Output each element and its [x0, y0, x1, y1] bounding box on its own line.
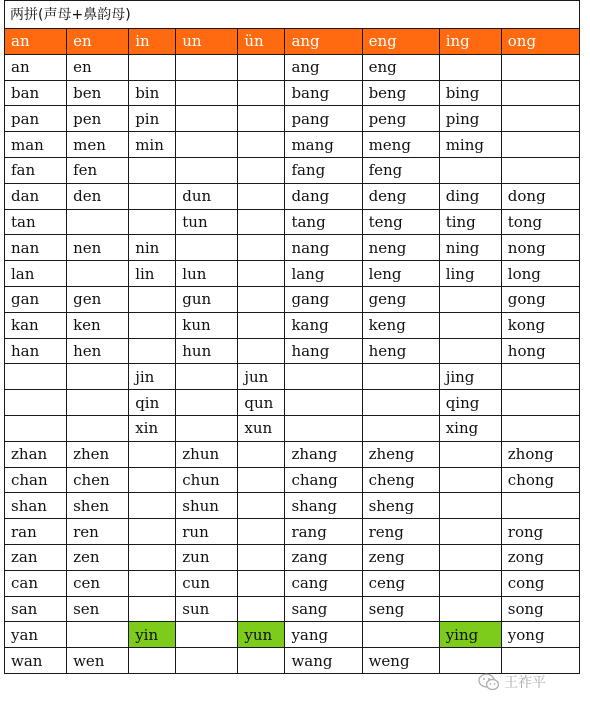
- table-cell: [176, 157, 238, 183]
- table-cell: yong: [501, 622, 579, 648]
- table-cell: [238, 519, 285, 545]
- table-cell: can: [5, 570, 67, 596]
- table-cell: [285, 364, 362, 390]
- header-cell: eng: [362, 29, 439, 55]
- table-cell: ning: [439, 235, 501, 261]
- table-cell: qin: [129, 390, 176, 416]
- table-cell: reng: [362, 519, 439, 545]
- table-row: [5, 622, 580, 648]
- table-cell: [176, 390, 238, 416]
- table-cell: kong: [501, 312, 579, 338]
- table-cell: [176, 106, 238, 132]
- table-cell: chun: [176, 467, 238, 493]
- header-cell: en: [67, 29, 129, 55]
- table-cell: [238, 261, 285, 287]
- table-cell: yan: [5, 622, 67, 648]
- table-cell: [67, 415, 129, 441]
- table-cell: chang: [285, 467, 362, 493]
- table-cell: zheng: [362, 441, 439, 467]
- table-cell: [129, 648, 176, 674]
- table-cell: [67, 390, 129, 416]
- table-cell: kang: [285, 312, 362, 338]
- table-cell: ben: [67, 80, 129, 106]
- table-cell: min: [129, 132, 176, 158]
- table-cell: pang: [285, 106, 362, 132]
- table-cell: [238, 467, 285, 493]
- table-cell: [238, 235, 285, 261]
- table-cell: bang: [285, 80, 362, 106]
- table-cell: kun: [176, 312, 238, 338]
- table-cell: [5, 390, 67, 416]
- header-cell: in: [129, 29, 176, 55]
- table-cell: song: [501, 596, 579, 622]
- table-cell: [238, 493, 285, 519]
- table-cell: xin: [129, 415, 176, 441]
- table-cell: nin: [129, 235, 176, 261]
- table-cell: pin: [129, 106, 176, 132]
- table-cell: bing: [439, 80, 501, 106]
- table-cell: [238, 648, 285, 674]
- table-cell: [439, 338, 501, 364]
- table-cell: zen: [67, 544, 129, 570]
- table-cell: [439, 493, 501, 519]
- table-cell: sang: [285, 596, 362, 622]
- table-cell: ceng: [362, 570, 439, 596]
- table-cell: meng: [362, 132, 439, 158]
- table-cell: teng: [362, 209, 439, 235]
- table-row: [5, 132, 580, 158]
- table-cell: [238, 80, 285, 106]
- table-cell: feng: [362, 157, 439, 183]
- table-cell: [439, 596, 501, 622]
- table-cell: men: [67, 132, 129, 158]
- table-cell: [439, 157, 501, 183]
- table-cell: [176, 648, 238, 674]
- table-cell: [501, 415, 579, 441]
- table-row: [5, 570, 580, 596]
- pinyin-grid: [4, 28, 580, 674]
- table-cell: [501, 80, 579, 106]
- table-row: [5, 157, 580, 183]
- table-cell: [238, 157, 285, 183]
- table-cell: xun: [238, 415, 285, 441]
- table-cell: [501, 364, 579, 390]
- table-cell: jing: [439, 364, 501, 390]
- table-cell: wan: [5, 648, 67, 674]
- table-title: 两拼(声母+鼻韵母): [4, 0, 580, 28]
- table-cell: chong: [501, 467, 579, 493]
- table-cell: [439, 441, 501, 467]
- table-cell: [501, 132, 579, 158]
- table-cell: en: [67, 54, 129, 80]
- table-cell: keng: [362, 312, 439, 338]
- table-cell: neng: [362, 235, 439, 261]
- table-row: [5, 441, 580, 467]
- table-cell: cheng: [362, 467, 439, 493]
- table-cell: [176, 132, 238, 158]
- table-cell: fang: [285, 157, 362, 183]
- table-cell: jun: [238, 364, 285, 390]
- table-cell: [129, 596, 176, 622]
- table-cell: [238, 570, 285, 596]
- table-cell: tan: [5, 209, 67, 235]
- table-cell: sun: [176, 596, 238, 622]
- table-cell: [5, 415, 67, 441]
- table-cell: [501, 54, 579, 80]
- table-row: [5, 209, 580, 235]
- table-cell: [439, 467, 501, 493]
- table-cell: run: [176, 519, 238, 545]
- table-cell: bin: [129, 80, 176, 106]
- table-row: [5, 286, 580, 312]
- table-cell: beng: [362, 80, 439, 106]
- table-cell: pan: [5, 106, 67, 132]
- table-cell: zong: [501, 544, 579, 570]
- table-cell: [5, 364, 67, 390]
- table-cell: cun: [176, 570, 238, 596]
- table-cell: [439, 312, 501, 338]
- table-cell: rang: [285, 519, 362, 545]
- table-cell: geng: [362, 286, 439, 312]
- table-cell: fan: [5, 157, 67, 183]
- table-cell: [176, 235, 238, 261]
- table-cell: [362, 390, 439, 416]
- table-cell: lin: [129, 261, 176, 287]
- table-cell: weng: [362, 648, 439, 674]
- table-cell: [176, 364, 238, 390]
- table-cell: ang: [285, 54, 362, 80]
- table-cell: [439, 648, 501, 674]
- table-cell: han: [5, 338, 67, 364]
- table-cell: [439, 519, 501, 545]
- table-cell: dong: [501, 183, 579, 209]
- header-cell: ong: [501, 29, 579, 55]
- table-cell: ling: [439, 261, 501, 287]
- table-cell: hang: [285, 338, 362, 364]
- table-cell: [238, 183, 285, 209]
- table-cell: [129, 209, 176, 235]
- table-row: [5, 648, 580, 674]
- table-cell: [129, 312, 176, 338]
- table-cell: shan: [5, 493, 67, 519]
- table-cell: zan: [5, 544, 67, 570]
- table-cell: [129, 183, 176, 209]
- table-cell: [362, 415, 439, 441]
- table-cell: [67, 209, 129, 235]
- table-cell: [129, 157, 176, 183]
- table-cell: yun: [238, 622, 285, 648]
- table-cell: ting: [439, 209, 501, 235]
- table-cell: wang: [285, 648, 362, 674]
- table-cell: zang: [285, 544, 362, 570]
- table-row: [5, 338, 580, 364]
- table-cell: [238, 596, 285, 622]
- table-cell: gang: [285, 286, 362, 312]
- watermark-text: 王祚平: [504, 675, 546, 691]
- header-row: [5, 29, 580, 55]
- header-cell: ang: [285, 29, 362, 55]
- table-row: [5, 467, 580, 493]
- table-cell: mang: [285, 132, 362, 158]
- table-cell: nang: [285, 235, 362, 261]
- table-cell: san: [5, 596, 67, 622]
- table-cell: [238, 312, 285, 338]
- table-cell: qun: [238, 390, 285, 416]
- table-cell: zhen: [67, 441, 129, 467]
- table-cell: rong: [501, 519, 579, 545]
- table-cell: cen: [67, 570, 129, 596]
- table-cell: pen: [67, 106, 129, 132]
- table-row: [5, 596, 580, 622]
- table-cell: [129, 544, 176, 570]
- table-cell: ping: [439, 106, 501, 132]
- table-cell: gun: [176, 286, 238, 312]
- table-cell: shun: [176, 493, 238, 519]
- table-cell: [501, 106, 579, 132]
- table-cell: [285, 415, 362, 441]
- table-cell: fen: [67, 157, 129, 183]
- table-cell: [129, 493, 176, 519]
- table-cell: [501, 648, 579, 674]
- table-row: [5, 106, 580, 132]
- table-cell: yang: [285, 622, 362, 648]
- table-cell: jin: [129, 364, 176, 390]
- table-cell: zeng: [362, 544, 439, 570]
- table-cell: ming: [439, 132, 501, 158]
- table-cell: chen: [67, 467, 129, 493]
- table-row: [5, 519, 580, 545]
- table-cell: heng: [362, 338, 439, 364]
- table-cell: [238, 338, 285, 364]
- table-cell: [439, 570, 501, 596]
- table-cell: [67, 261, 129, 287]
- table-cell: xing: [439, 415, 501, 441]
- table-cell: den: [67, 183, 129, 209]
- table-cell: lun: [176, 261, 238, 287]
- table-cell: ding: [439, 183, 501, 209]
- table-cell: long: [501, 261, 579, 287]
- table-row: [5, 183, 580, 209]
- table-cell: [501, 390, 579, 416]
- table-cell: lan: [5, 261, 67, 287]
- header-cell: an: [5, 29, 67, 55]
- table-cell: [129, 338, 176, 364]
- table-cell: ying: [439, 622, 501, 648]
- table-cell: wen: [67, 648, 129, 674]
- table-row: [5, 261, 580, 287]
- table-cell: tang: [285, 209, 362, 235]
- table-cell: [176, 80, 238, 106]
- table-cell: [362, 622, 439, 648]
- table-cell: tun: [176, 209, 238, 235]
- table-cell: [501, 157, 579, 183]
- table-cell: zun: [176, 544, 238, 570]
- table-cell: nen: [67, 235, 129, 261]
- table-cell: leng: [362, 261, 439, 287]
- table-cell: zhang: [285, 441, 362, 467]
- table-cell: sen: [67, 596, 129, 622]
- table-cell: dun: [176, 183, 238, 209]
- table-row: [5, 493, 580, 519]
- table-cell: gan: [5, 286, 67, 312]
- table-cell: dang: [285, 183, 362, 209]
- table-cell: sheng: [362, 493, 439, 519]
- table-cell: cong: [501, 570, 579, 596]
- table-cell: hun: [176, 338, 238, 364]
- table-cell: [238, 54, 285, 80]
- table-cell: seng: [362, 596, 439, 622]
- table-cell: chan: [5, 467, 67, 493]
- table-cell: man: [5, 132, 67, 158]
- table-cell: [129, 570, 176, 596]
- table-cell: nong: [501, 235, 579, 261]
- table-cell: [238, 132, 285, 158]
- table-cell: ken: [67, 312, 129, 338]
- table-cell: yin: [129, 622, 176, 648]
- table-cell: [238, 286, 285, 312]
- table-row: [5, 415, 580, 441]
- table-cell: [501, 493, 579, 519]
- table-cell: [129, 519, 176, 545]
- table-cell: dan: [5, 183, 67, 209]
- table-cell: gen: [67, 286, 129, 312]
- table-cell: [176, 622, 238, 648]
- table-cell: ban: [5, 80, 67, 106]
- table-cell: zhong: [501, 441, 579, 467]
- table-cell: [285, 390, 362, 416]
- table-cell: eng: [362, 54, 439, 80]
- table-cell: [238, 106, 285, 132]
- table-cell: zhun: [176, 441, 238, 467]
- table-cell: deng: [362, 183, 439, 209]
- table-cell: kan: [5, 312, 67, 338]
- table-cell: hen: [67, 338, 129, 364]
- table-cell: shen: [67, 493, 129, 519]
- table-cell: [439, 54, 501, 80]
- header-cell: un: [176, 29, 238, 55]
- table-cell: [67, 622, 129, 648]
- table-cell: shang: [285, 493, 362, 519]
- table-cell: [67, 364, 129, 390]
- table-cell: [238, 209, 285, 235]
- table-cell: ran: [5, 519, 67, 545]
- table-cell: [129, 441, 176, 467]
- table-cell: [362, 364, 439, 390]
- table-row: [5, 312, 580, 338]
- table-cell: [129, 54, 176, 80]
- table-cell: nan: [5, 235, 67, 261]
- table-cell: [439, 544, 501, 570]
- table-cell: [176, 54, 238, 80]
- table-row: [5, 364, 580, 390]
- table-cell: an: [5, 54, 67, 80]
- table-cell: hong: [501, 338, 579, 364]
- table-cell: gong: [501, 286, 579, 312]
- header-cell: ing: [439, 29, 501, 55]
- table-cell: [238, 441, 285, 467]
- table-cell: [176, 415, 238, 441]
- table-cell: tong: [501, 209, 579, 235]
- table-cell: lang: [285, 261, 362, 287]
- table-row: [5, 235, 580, 261]
- table-cell: [129, 286, 176, 312]
- table-cell: [129, 467, 176, 493]
- pinyin-table-sheet: [4, 0, 580, 674]
- table-cell: qing: [439, 390, 501, 416]
- table-cell: peng: [362, 106, 439, 132]
- header-cell: ün: [238, 29, 285, 55]
- table-cell: [439, 286, 501, 312]
- table-cell: cang: [285, 570, 362, 596]
- wechat-icon: [478, 673, 500, 691]
- table-cell: ren: [67, 519, 129, 545]
- table-cell: [238, 544, 285, 570]
- table-cell: zhan: [5, 441, 67, 467]
- table-row: [5, 80, 580, 106]
- table-row: [5, 54, 580, 80]
- table-row: [5, 390, 580, 416]
- table-row: [5, 544, 580, 570]
